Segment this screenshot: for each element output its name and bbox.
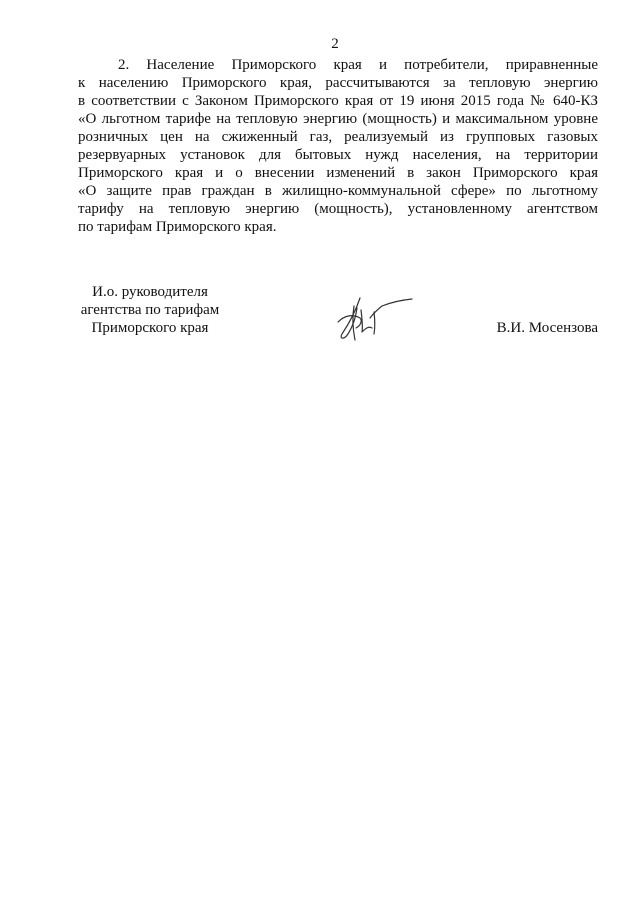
paragraph-line: 2. Население Приморского края и потребители, приравненные [118, 57, 598, 73]
signatory-title-line: Приморского края [91, 320, 209, 336]
paragraph-line: «О защите прав граждан в жилищно-коммунальной сфере» по льготному [78, 183, 598, 199]
signatory-title [70, 283, 230, 337]
paragraph-line: «О льготном тарифе на тепловую энергию (мощность) и максимальном уровне [78, 111, 598, 127]
signer-name: В.И. Мосензова [496, 320, 598, 336]
page-number: 2 [331, 36, 339, 52]
paragraph-line: тарифу на тепловую энергию (мощность), установленному агентством [78, 201, 598, 217]
signatory-title-line: И.о. руководителя [92, 284, 208, 300]
paragraph-line: к населению Приморского края, рассчитываются за тепловую энергию [78, 75, 598, 91]
paragraph-line: в соответствии с Законом Приморского края от 19 июня 2015 года № 640-КЗ [78, 93, 598, 109]
signatory-title-line: агентства по тарифам [80, 302, 220, 318]
main-paragraph [78, 56, 598, 236]
paragraph-line: розничных цен на сжиженный газ, реализуемый из групповых газовых [78, 129, 598, 145]
paragraph-line: Приморского края и о внесении изменений в закон Приморского края [78, 165, 598, 181]
paragraph-line: по тарифам Приморского края. [78, 219, 277, 235]
handwritten-signature [330, 288, 420, 350]
paragraph-line: резервуарных установок для бытовых нужд населения, на территории [78, 147, 598, 163]
